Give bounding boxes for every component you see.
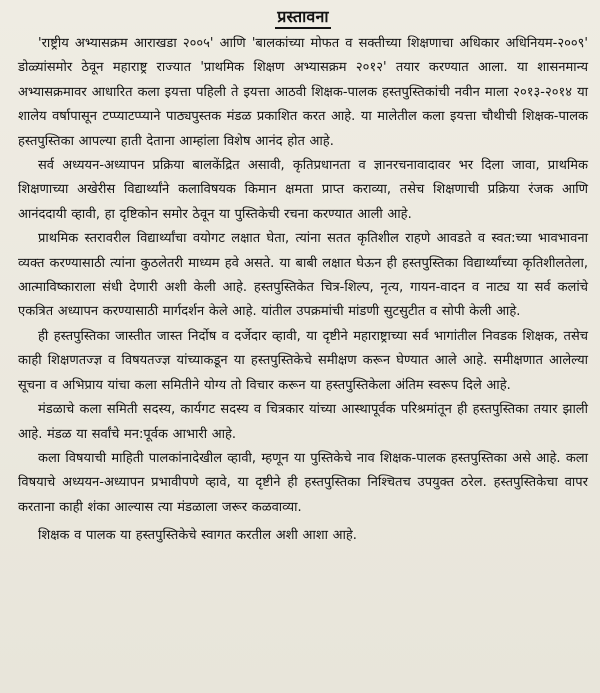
- paragraph-4: ही हस्तपुस्तिका जास्तीत जास्त निर्दोष व दर्जेदार व्हावी, या दृष्टीने महाराष्ट्राच्या सर्व भागांतील निवडक शिक्षक, तसेच काही शिक्षणतज्ज्ञ व विषयतज्ज्ञ यांच्याकडून या हस्तपुस्तिकेचे समीक्षण करून घेण्यात आले आहे. समीक्षणात आलेल्या सूचना व अभिप्राय यांचा कला समितीने योग्य तो विचार करून या हस्तपुस्तिकेला अंतिम स्वरूप दिले आहे.: [18, 328, 588, 393]
- paragraph-1: 'राष्ट्रीय अभ्यासक्रम आराखडा २००५' आणि 'बालकांच्या मोफत व सक्तीच्या शिक्षणाचा अधिकार अधिनियम-२००९' डोळ्यांसमोर ठेवून महाराष्ट्र राज्यात 'प्राथमिक शिक्षण अभ्यासक्रम २०१२' तयार करण्यात आला. या शासनमान्य अभ्यासक्रमावर आधारित कला इयत्ता पहिली ते इयत्ता आठवी शिक्षक-पालक हस्तपुस्तिकांची नवीन माला २०१३-२०१४ या शालेय वर्षापासून टप्प्याटप्प्याने पाठ्यपुस्तक मंडळ प्रकाशित करत आहे. या मालेतील कला इयत्ता चौथीची शिक्षक-पालक हस्तपुस्तिका आपल्या हाती देताना आम्हांला विशेष आनंद होत आहे.: [18, 36, 588, 149]
- paragraph-5: मंडळाचे कला समिती सदस्य, कार्यगट सदस्य व चित्रकार यांच्या आस्थापूर्वक परिश्रमांतून ही हस्तपुस्तिका तयार झाली आहे. मंडळ या सर्वांचे मन:पूर्वक आभारी आहे.: [18, 402, 588, 442]
- page-title: [18, 6, 588, 29]
- closing-paragraph: शिक्षक व पालक या हस्तपुस्तिकेचे स्वागत करतील अशी आशा आहे.: [38, 528, 357, 544]
- page-title-text: प्रस्तावना: [275, 8, 331, 29]
- paragraph-2: सर्व अध्ययन-अध्यापन प्रक्रिया बालकेंद्रित असावी, कृतिप्रधानता व ज्ञानरचनावादावर भर दिला जावा, प्राथमिक शिक्षणाच्या अखेरीस विद्यार्थ्यांने कलाविषयक किमान क्षमता प्राप्त कराव्या, तसेच शिक्षणाची प्रक्रिया रंजक आणि आनंददायी व्हावी, हा दृष्टिकोन समोर ठेवून या पुस्तिकेची रचना करण्यात आली आहे.: [18, 158, 588, 222]
- paragraph-6: कला विषयाची माहिती पालकांनादेखील व्हावी, म्हणून या पुस्तिकेचे नाव शिक्षक-पालक हस्तपुस्तिका असे आहे. कला विषयाचे अध्ययन-अध्यापन प्रभावीपणे व्हावे, या दृष्टीने ही हस्तपुस्तिका निश्चितच उपयुक्त ठरेल. हस्तपुस्तिकेचा वापर करताना काही शंका आल्यास त्या मंडळाला जरूर कळवाव्या.: [18, 450, 588, 515]
- paragraph-3: प्राथमिक स्तरावरील विद्यार्थ्यांचा वयोगट लक्षात घेता, त्यांना सतत कृतिशील राहणे आवडते व स्वत:च्या भावभावना व्यक्त करण्यासाठी त्यांना कुठलेतरी माध्यम हवे असते. या बाबी लक्षात घेऊन ही हस्तपुस्तिका विद्यार्थ्यांच्या कृतिशीलतेला, आत्माविष्काराला संधी देणारी अशी केली आहे. हस्तपुस्तिकेत चित्र-शिल्प, नृत्य, गायन-वादन व नाट्य या सर्व कलांचे एकत्रित अध्यापन करण्यासाठी मार्गदर्शन केले आहे. यांतील उपक्रमांची मांडणी सुटसुटीत व सोपी केली आहे.: [18, 231, 588, 320]
